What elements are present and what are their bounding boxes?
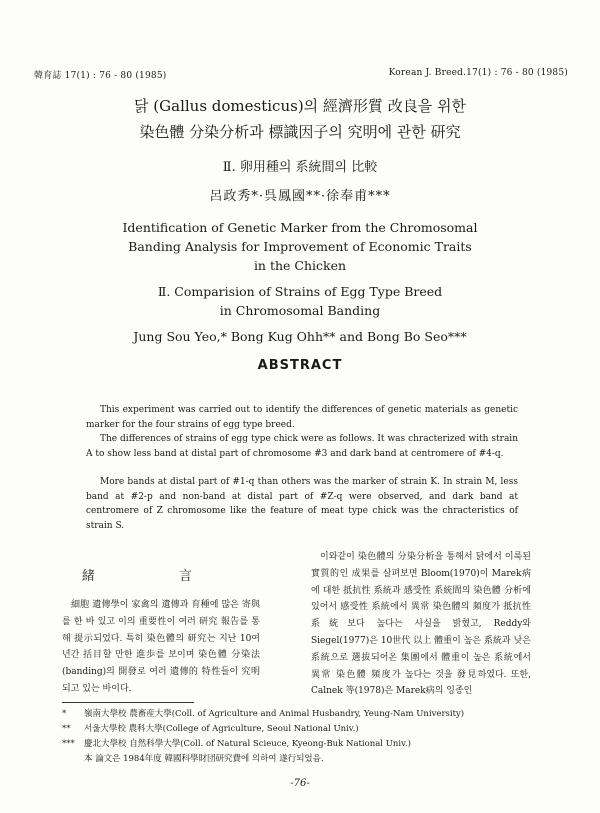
english-subtitle [0,282,600,320]
footnote-text: 서울大學校 農科大學(College of Agriculture, Seoul National Univ.) [84,724,359,734]
abstract-paragraph-1: This experiment was carried out to identify the differences of genetic materials as genetic marker for the four strains of egg type breed. [86,405,518,430]
journal-header-english: Korean J. Breed.17(1) : 76 - 80 (1985) [388,68,568,78]
abstract-paragraph-3: More bands at distal part of #1-q than others was the marker of strain K. In strain M, less band at #2-p and non-band at distal part of #Z-q were observed, and dark band at centromere of Z chromosome like the feature of meat type chick was the chracteristics of strain S. [86,477,518,531]
abstract-paragraph-2: The differences of strains of egg type chick were as follows. It was chracterized with strain A to show less band at distal part of chromosome #3 and dark band at centromere of #4-q. [86,434,518,459]
english-title [0,218,600,275]
footnote-2 [62,723,542,735]
english-subtitle-line1: Ⅱ. Comparision of Strains of Egg Type Breed [157,284,443,299]
footnote-mark: ** [62,724,71,734]
footnote-mark: * [62,709,67,719]
footnote-text: 慶北大學校 自然科學大學(Coll. of Natural Scieuce, Kyeong-Buk National Univ.) [84,739,411,749]
korean-authors: 呂政秀*·呉鳳國**·徐奉甫*** [209,189,391,204]
page-number: -76- [290,778,310,789]
footnote-3 [62,738,542,750]
abstract-heading: ABSTRACT [257,358,343,373]
english-authors: Jung Sou Yeo,* Bong Kug Ohh** and Bong Bo Seo*** [133,329,467,344]
english-subtitle-line2: in Chromosomal Banding [219,303,381,318]
english-title-line3: in the Chicken [253,258,347,273]
korean-title-line2: 染色體 分染分析과 標識因子의 究明에 관한 研究 [139,123,461,141]
footnote-divider [62,702,194,703]
introduction-right-column: 이와같이 染色體의 分染分析을 통해서 닭에서 이룩된 實質的인 成果를 살펴보면 Bloom(1970)이 Marek病에 대한 抵抗性 系統과 感受性 系統間의 染色體 分析에 있어서 感受性 系統에서 異常 染色體의 頻度가 抵抗性 系統보다 높다는 사실을 밝혔고, Reddy와 Siegel(1977)은 10世代 以上 體重이 높은 系統과 낮은 系統으로 選拔되어온 集團에서 體重이 높은 系統에서 異常 染色體 頻度가 높다는 것을 發見하였다. 또한, Calnek 等(1978)은 Marek病의 잉종인 [311,552,531,697]
introduction-left-column: 細胞 遺傳學이 家禽의 遺傳과 育種에 많은 寄與를 한 바 있고 이의 重要性이 여러 研究 報告를 통해 提示되었다. 특히 染色體의 研究는 지난 10여년간 括目할 만한 進歩를 보이며 染色體 分染法(banding)의 開發로 여러 遺傳的 特性들이 究明되고 있는 바이다. [62,600,260,694]
introduction-heading: 緒 言 [81,569,233,584]
english-title-line2: Banding Analysis for Improvement of Economic Traits [128,239,472,254]
english-title-line1: Identification of Genetic Marker from the Chromosomal [122,220,478,235]
footnote-1 [62,708,542,720]
korean-subtitle: Ⅱ. 卵用種의 系統間의 比較 [222,160,378,175]
footnote-text: 本 論文은 1984年度 韓國科學財団研究費에 의하여 遂行되었음. [84,754,324,764]
footnote-funding [62,753,542,765]
footnote-mark: *** [62,739,75,749]
journal-header-korean: 韓育誌 17(1) : 76 - 80 (1985) [34,71,167,81]
footnote-text: 嶺南大學校 農畜産大學(Coll. of Agriculture and Animal Husbandry, Yeung-Nam University) [84,709,465,719]
korean-title-line1: 닭 (Gallus domesticus)의 經濟形質 改良을 위한 [134,97,466,115]
